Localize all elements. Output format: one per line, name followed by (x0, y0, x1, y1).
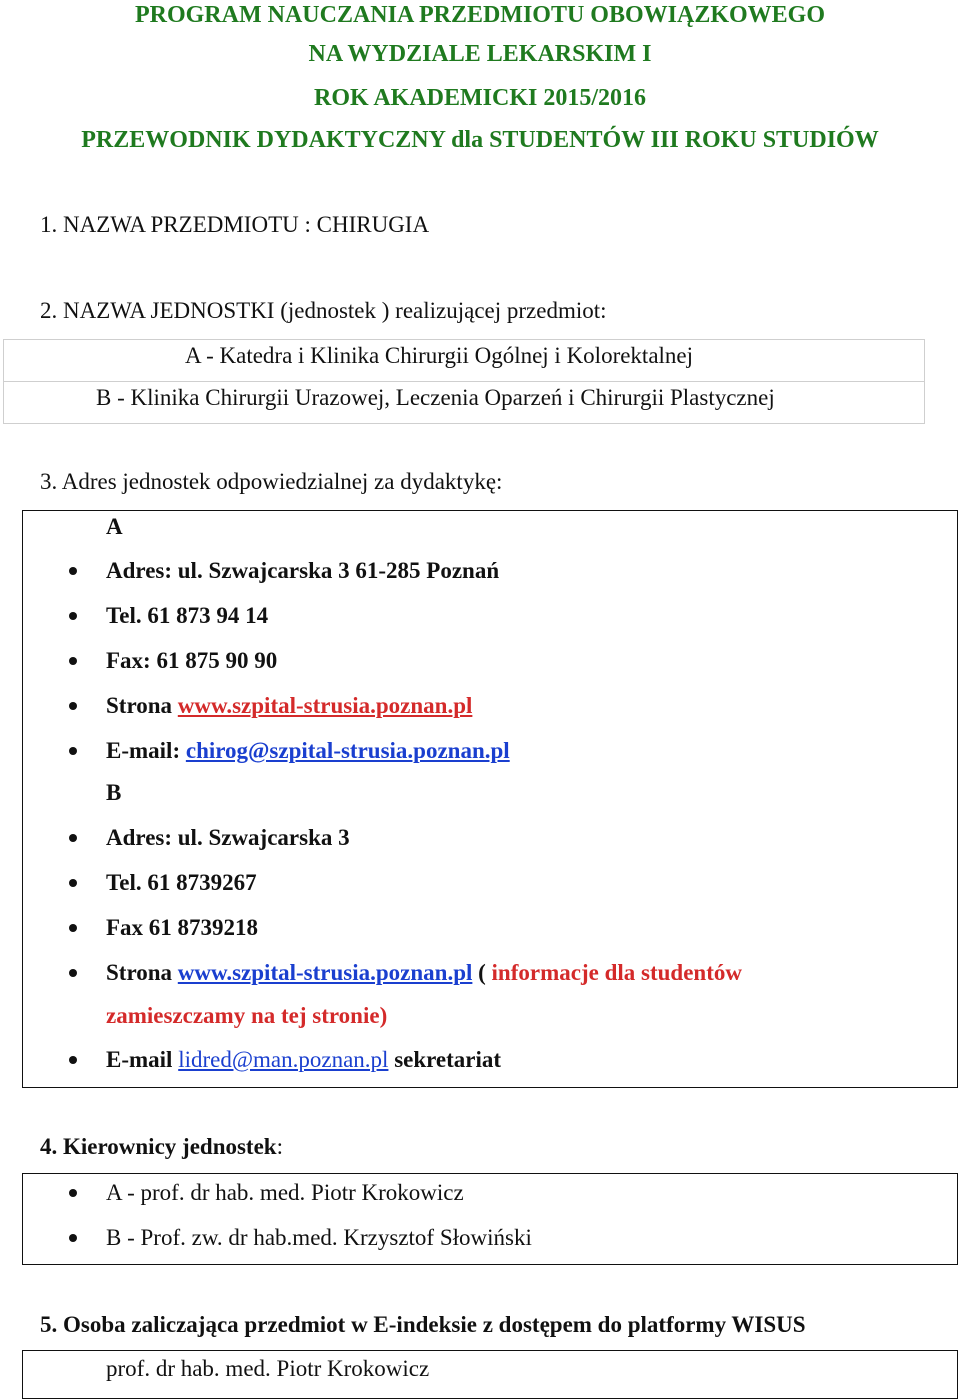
unit-b-tel: Tel. 61 8739267 (106, 870, 257, 895)
unit-a-website-link[interactable]: www.szpital-strusia.poznan.pl (177, 693, 473, 718)
unit-a-email-link[interactable]: chirog@szpital-strusia.poznan.pl (185, 738, 510, 763)
unit-b-email-row (106, 1045, 501, 1075)
header-line-4: PRZEWODNIK DYDAKTYCZNY dla STUDENTÓW III ROKU STUDIÓW (81, 127, 879, 153)
unit-b-email-link[interactable]: lidred@man.poznan.pl (178, 1047, 389, 1072)
bullet-icon (69, 612, 77, 620)
unit-a-name: A - Katedra i Klinika Chirurgii Ogólnej i Kolorektalnej (185, 343, 694, 368)
section5-title: 5. Osoba zaliczająca przedmiot w E-indeksie z dostępem do platformy WISUS (40, 1312, 806, 1337)
unit-b-address: Adres: ul. Szwajcarska 3 (106, 825, 350, 850)
bullet-icon (69, 924, 77, 932)
bullet-icon (69, 747, 77, 755)
section3-title: 3. Adres jednostek odpowiedzialnej za dydaktykę: (40, 469, 503, 494)
head-unit-a: A - prof. dr hab. med. Piotr Krokowicz (106, 1180, 464, 1205)
email-prefix: E-mail (106, 1047, 179, 1072)
unit-a-website-row (106, 691, 472, 721)
unit-b-name: B - Klinika Chirurgii Urazowej, Leczenia Oparzeń i Chirurgii Plastycznej (96, 385, 775, 410)
unit-a-fax: Fax: 61 875 90 90 (106, 648, 278, 673)
unit-a-label: A (106, 514, 123, 539)
section4-title (40, 1132, 283, 1162)
head-unit-b: B - Prof. zw. dr hab.med. Krzysztof Słowiński (106, 1225, 532, 1250)
students-info-note-cont: zamieszczamy na tej stronie) (106, 1003, 388, 1028)
unit-b-fax: Fax 61 8739218 (106, 915, 259, 940)
unit-a-address: Adres: ul. Szwajcarska 3 61-285 Poznań (106, 558, 500, 583)
unit-b-label: B (106, 780, 122, 805)
bullet-icon (69, 1056, 77, 1064)
bullet-icon (69, 834, 77, 842)
website-prefix: Strona (106, 960, 178, 985)
section4-title-text: 4. Kierownicy jednostek (40, 1134, 277, 1159)
email-prefix: E-mail: (106, 738, 186, 763)
website-prefix: Strona (106, 693, 178, 718)
bullet-icon (69, 1234, 77, 1242)
note-open: ( (472, 960, 492, 985)
bullet-icon (69, 1189, 77, 1197)
bullet-icon (69, 702, 77, 710)
bullet-icon (69, 969, 77, 977)
header-line-3: ROK AKADEMICKI 2015/2016 (313, 85, 646, 111)
unit-b-website-row (106, 958, 742, 988)
section4-colon: : (276, 1134, 283, 1159)
header-line-1: PROGRAM NAUCZANIA PRZEDMIOTU OBOWIĄZKOWEGO (134, 2, 826, 28)
email-suffix: sekretariat (388, 1047, 502, 1072)
bullet-icon (69, 567, 77, 575)
section1-title: 1. NAZWA PRZEDMIOTU : CHIRUGIA (40, 212, 430, 237)
unit-b-website-link[interactable]: www.szpital-strusia.poznan.pl (177, 960, 473, 985)
unit-a-tel: Tel. 61 873 94 14 (106, 603, 269, 628)
bullet-icon (69, 657, 77, 665)
students-info-note: informacje dla studentów (491, 960, 742, 985)
section2-title: 2. NAZWA JEDNOSTKI (jednostek ) realizującej przedmiot: (40, 298, 607, 323)
unit-a-email-row (106, 736, 510, 766)
bullet-icon (69, 879, 77, 887)
grader-name: prof. dr hab. med. Piotr Krokowicz (106, 1356, 430, 1381)
header-line-2: NA WYDZIALE LEKARSKIM I (308, 41, 652, 67)
